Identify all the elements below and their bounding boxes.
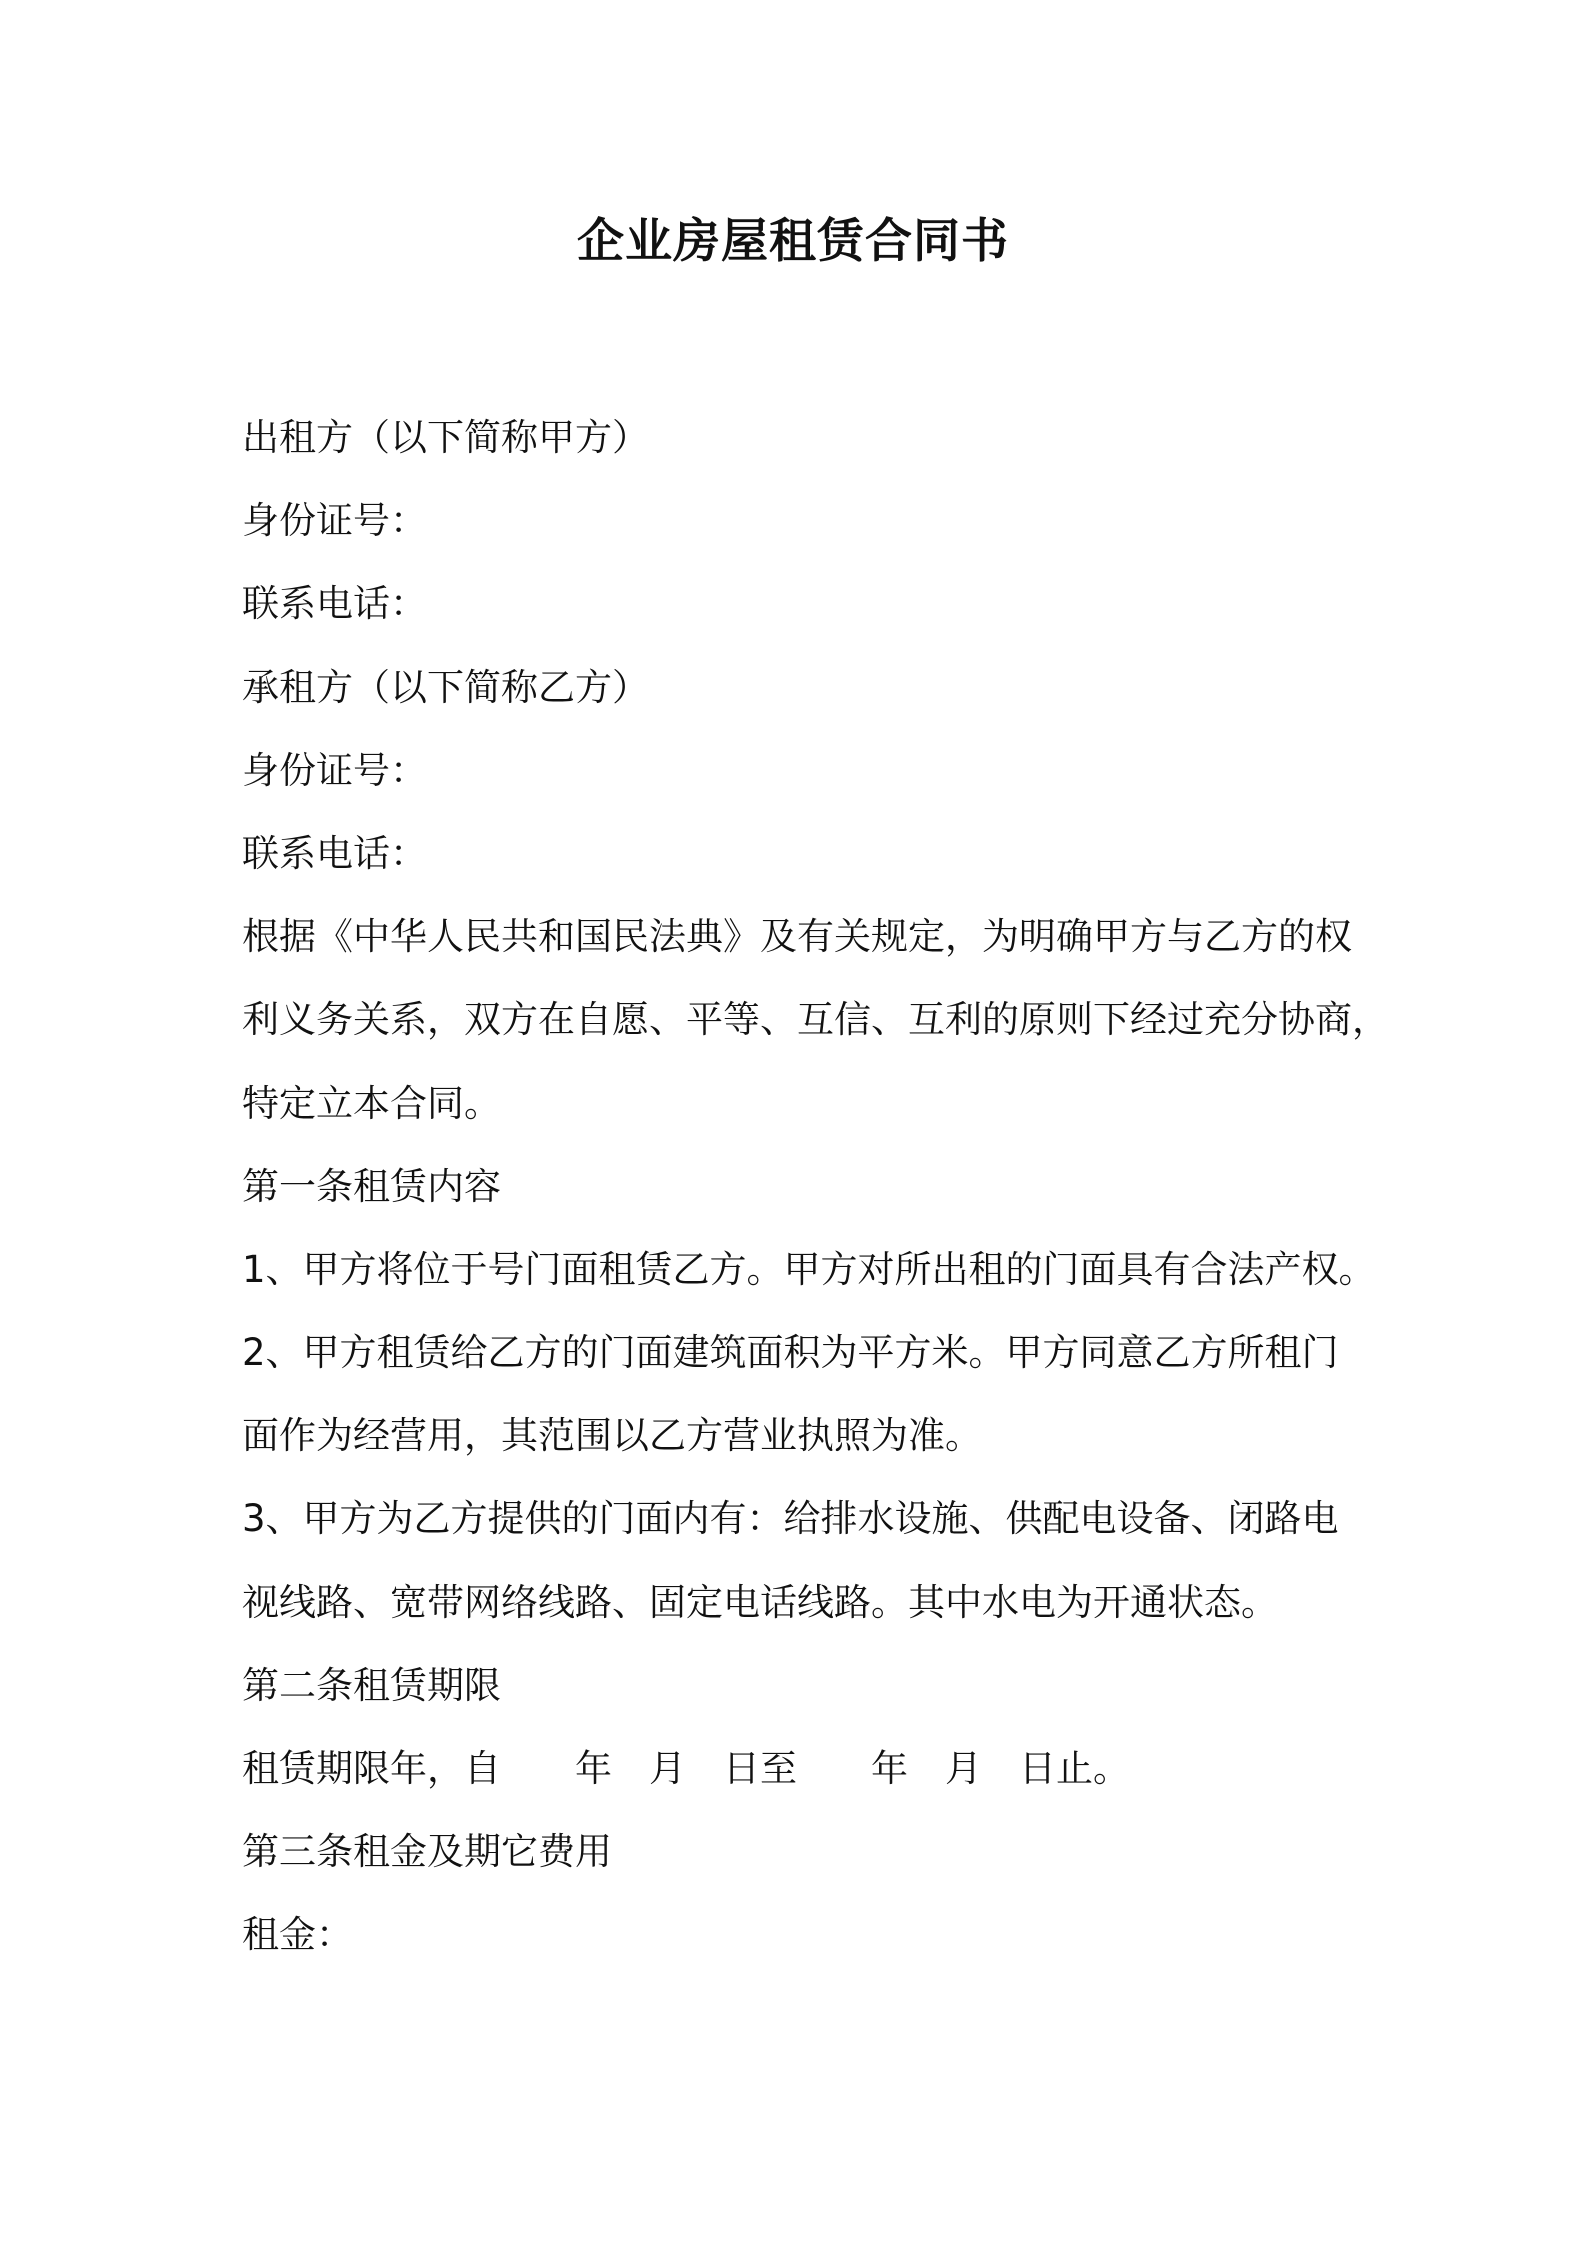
lessor-phone-field: 联系电话： xyxy=(242,582,427,626)
lessor-heading: 出租方（以下简称甲方） xyxy=(242,416,649,459)
lessor-id-field: 身份证号： xyxy=(242,499,427,543)
preamble-line-3: 特定立本合同。 xyxy=(242,1081,501,1125)
article-3-heading: 第三条租金及期它费用 xyxy=(242,1830,612,1874)
article-1-clause-3-line-1: 3、甲方为乙方提供的门面内有：给排水设施、供配电设备、闭路电 xyxy=(242,1497,1339,1541)
article-1-clause-2-line-1: 2、甲方租赁给乙方的门面建筑面积为平方米。甲方同意乙方所租门 xyxy=(242,1331,1339,1375)
document-body xyxy=(242,408,1392,1989)
lease-term-line: 租赁期限年，自 年 月 日至 年 月 日止。 xyxy=(242,1747,1130,1790)
lessee-heading: 承租方（以下简称乙方） xyxy=(242,665,649,709)
lessee-id-field: 身份证号： xyxy=(242,748,427,792)
preamble-line-1: 根据《中华人民共和国民法典》及有关规定，为明确甲方与乙方的权 xyxy=(242,915,1352,959)
article-1-clause-1: 1、甲方将位于号门面租赁乙方。甲方对所出租的门面具有合法产权。 xyxy=(242,1247,1376,1291)
article-1-clause-2-line-2: 面作为经营用，其范围以乙方营业执照为准。 xyxy=(242,1414,982,1458)
document-title: 企业房屋租赁合同书 xyxy=(577,214,1009,269)
article-1-heading: 第一条租赁内容 xyxy=(242,1164,501,1208)
article-1-clause-3-line-2: 视线路、宽带网络线路、固定电话线路。其中水电为开通状态。 xyxy=(242,1580,1278,1624)
article-2-heading: 第二条租赁期限 xyxy=(242,1663,501,1707)
rent-field: 租金： xyxy=(242,1913,353,1957)
preamble-line-2: 利义务关系，双方在自愿、平等、互信、互利的原则下经过充分协商， xyxy=(242,998,1389,1042)
lessee-phone-field: 联系电话： xyxy=(242,831,427,875)
